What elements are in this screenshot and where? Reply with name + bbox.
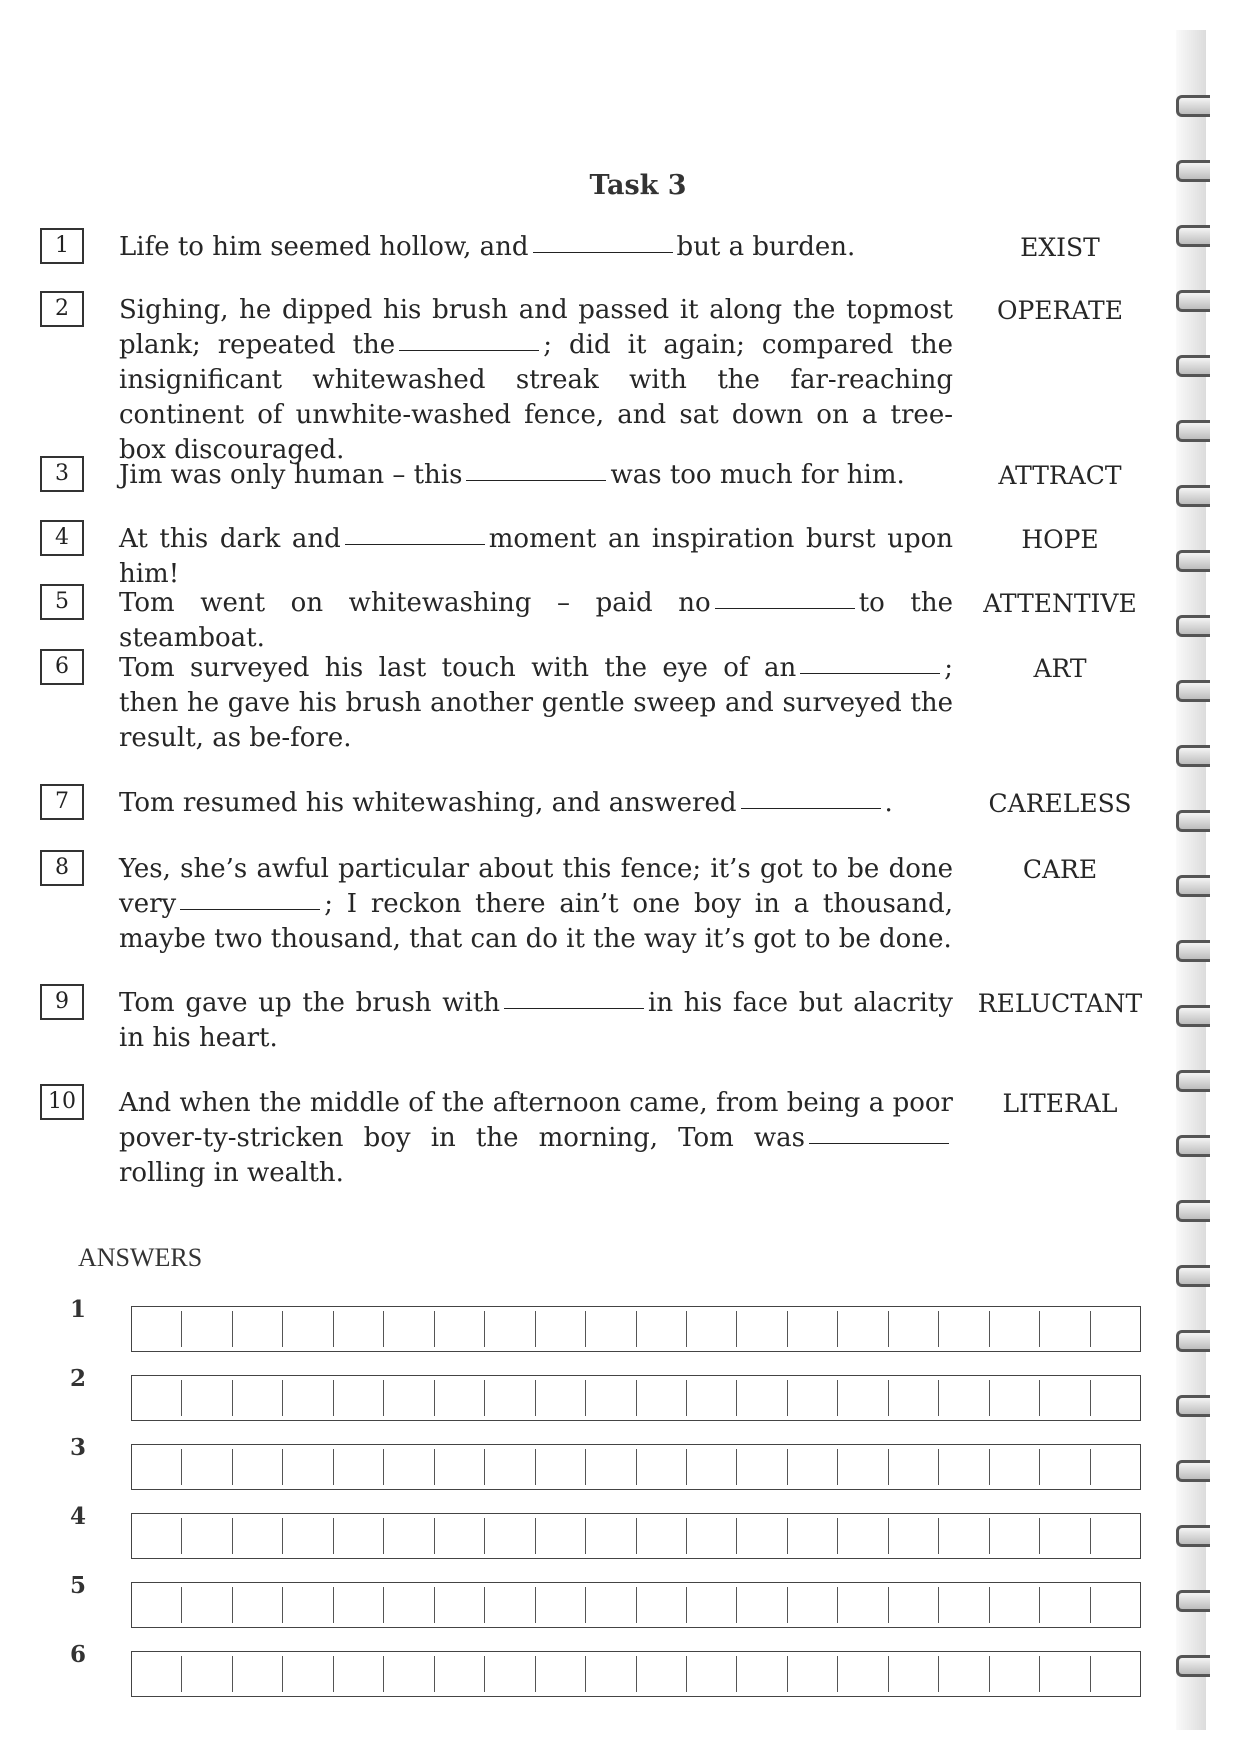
answer-cell[interactable]: [838, 1449, 888, 1485]
answer-blank[interactable]: [741, 808, 881, 809]
answer-row-number: 3: [70, 1434, 87, 1461]
answer-cell[interactable]: [838, 1518, 888, 1554]
binding-ring-icon: [1176, 745, 1210, 767]
answer-cell[interactable]: [687, 1380, 737, 1416]
sentence-text: Tom surveyed his last touch with the eye of an: [119, 653, 797, 683]
answer-cell[interactable]: [283, 1449, 333, 1485]
answer-grid[interactable]: [131, 1444, 1141, 1490]
answer-cell[interactable]: [384, 1311, 434, 1347]
answer-cell[interactable]: [939, 1449, 989, 1485]
binding-ring-icon: [1176, 1070, 1210, 1092]
spiral-binding: [1176, 95, 1216, 1715]
item-sentence: [119, 986, 953, 1056]
answer-cell[interactable]: [637, 1587, 687, 1623]
answer-cell[interactable]: [384, 1656, 434, 1692]
item-sentence: [119, 852, 953, 957]
sentence-text: rolling in wealth.: [119, 1158, 344, 1188]
answer-cell[interactable]: [384, 1380, 434, 1416]
answer-cell[interactable]: [182, 1380, 232, 1416]
sentence-text: Jim was only human – this: [119, 460, 463, 490]
answer-cell[interactable]: [435, 1656, 485, 1692]
binding-ring-icon: [1176, 875, 1210, 897]
answer-cell[interactable]: [132, 1587, 182, 1623]
answer-cell[interactable]: [132, 1311, 182, 1347]
binding-ring-icon: [1176, 225, 1210, 247]
answer-cell[interactable]: [435, 1449, 485, 1485]
answer-cell[interactable]: [182, 1656, 232, 1692]
answer-cell[interactable]: [586, 1380, 636, 1416]
sentence-text: And when the middle of the afternoon came, from being a poor pover-ty-stricken boy in the morning, Tom was: [119, 1088, 953, 1153]
stem-word: CARE: [1022, 855, 1098, 884]
answer-blank[interactable]: [715, 608, 855, 609]
answer-cell[interactable]: [889, 1587, 939, 1623]
answer-cell[interactable]: [132, 1518, 182, 1554]
stem-word: ART: [1033, 654, 1087, 683]
item-number: 6: [40, 649, 84, 685]
item-number: 4: [40, 520, 84, 556]
item-number: 3: [40, 456, 84, 492]
answer-cell[interactable]: [990, 1587, 1040, 1623]
answer-cell[interactable]: [586, 1518, 636, 1554]
item-number: 1: [40, 228, 84, 264]
answer-cell[interactable]: [435, 1587, 485, 1623]
answer-cell[interactable]: [889, 1518, 939, 1554]
answer-cell[interactable]: [687, 1449, 737, 1485]
answer-cell[interactable]: [1040, 1380, 1090, 1416]
answer-cell[interactable]: [889, 1449, 939, 1485]
answer-cell[interactable]: [687, 1311, 737, 1347]
answer-cell[interactable]: [939, 1656, 989, 1692]
answer-cell[interactable]: [182, 1587, 232, 1623]
sentence-text: ; did it again; compared the insignificant whitewashed streak with the far-reaching continent of unwhite-washed fence, and sat down on a tree-box discouraged.: [119, 330, 954, 465]
sentence-text: moment an inspiration burst upon him!: [119, 524, 953, 589]
answer-cell[interactable]: [586, 1311, 636, 1347]
answer-cell[interactable]: [586, 1656, 636, 1692]
answers-heading: ANSWERS: [78, 1243, 203, 1272]
answer-cell[interactable]: [283, 1587, 333, 1623]
binding-ring-icon: [1176, 810, 1210, 832]
answer-cell[interactable]: [536, 1656, 586, 1692]
answer-blank[interactable]: [180, 909, 320, 910]
answer-grid[interactable]: [131, 1306, 1141, 1352]
item-sentence: [119, 458, 953, 493]
answer-blank[interactable]: [399, 350, 539, 351]
binding-ring-icon: [1176, 1525, 1210, 1547]
answer-cell[interactable]: [536, 1587, 586, 1623]
answer-cell[interactable]: [637, 1656, 687, 1692]
answer-cell[interactable]: [737, 1518, 787, 1554]
answer-cell[interactable]: [384, 1518, 434, 1554]
stem-word: ATTENTIVE: [983, 589, 1137, 618]
stem-word: RELUCTANT: [977, 989, 1143, 1018]
answer-cell[interactable]: [485, 1380, 535, 1416]
sentence-text: At this dark and: [119, 524, 341, 554]
answer-cell[interactable]: [687, 1518, 737, 1554]
item-number: 9: [40, 984, 84, 1020]
answer-cell[interactable]: [182, 1449, 232, 1485]
answer-cell[interactable]: [1040, 1656, 1090, 1692]
answer-blank[interactable]: [466, 480, 606, 481]
answer-cell[interactable]: [384, 1449, 434, 1485]
sentence-text: was too much for him.: [610, 460, 905, 490]
answer-row-number: 2: [70, 1365, 87, 1392]
answer-cell[interactable]: [788, 1587, 838, 1623]
answer-cell[interactable]: [990, 1656, 1040, 1692]
answer-cell[interactable]: [990, 1449, 1040, 1485]
answer-cell[interactable]: [1091, 1656, 1140, 1692]
binding-ring-icon: [1176, 1330, 1210, 1352]
sentence-text: Life to him seemed hollow, and: [119, 232, 529, 262]
answer-cell[interactable]: [637, 1518, 687, 1554]
sentence-text: ; then he gave his brush another gentle sweep and surveyed the result, as be-fore.: [119, 653, 953, 753]
answer-cell[interactable]: [990, 1518, 1040, 1554]
answer-grid[interactable]: [131, 1375, 1141, 1421]
answer-cell[interactable]: [233, 1587, 283, 1623]
answer-cell[interactable]: [788, 1380, 838, 1416]
answer-cell[interactable]: [737, 1656, 787, 1692]
stem-word: EXIST: [1020, 233, 1100, 262]
answer-cell[interactable]: [233, 1380, 283, 1416]
answer-cell[interactable]: [838, 1311, 888, 1347]
item-sentence: [119, 230, 953, 265]
answer-cell[interactable]: [334, 1518, 384, 1554]
answer-cell[interactable]: [737, 1311, 787, 1347]
answer-cell[interactable]: [687, 1656, 737, 1692]
item-number: 10: [40, 1084, 84, 1120]
answer-cell[interactable]: [1040, 1311, 1090, 1347]
answer-cell[interactable]: [586, 1587, 636, 1623]
answer-cell[interactable]: [788, 1518, 838, 1554]
binding-ring-icon: [1176, 1200, 1210, 1222]
item-sentence: [119, 522, 953, 592]
answer-cell[interactable]: [536, 1311, 586, 1347]
answer-cell[interactable]: [334, 1656, 384, 1692]
answer-cell[interactable]: [1091, 1587, 1140, 1623]
binding-ring-icon: [1176, 1460, 1210, 1482]
answer-cell[interactable]: [838, 1656, 888, 1692]
answer-cell[interactable]: [1040, 1449, 1090, 1485]
answer-cell[interactable]: [233, 1449, 283, 1485]
answer-cell[interactable]: [485, 1587, 535, 1623]
item-number: 8: [40, 850, 84, 886]
item-number: 5: [40, 584, 84, 620]
answer-cell[interactable]: [283, 1656, 333, 1692]
answer-cell[interactable]: [788, 1656, 838, 1692]
answer-cell[interactable]: [637, 1311, 687, 1347]
item-sentence: [119, 651, 953, 756]
answer-row-number: 5: [70, 1572, 87, 1599]
binding-ring-icon: [1176, 290, 1210, 312]
answer-cell[interactable]: [737, 1449, 787, 1485]
stem-word: HOPE: [1021, 525, 1099, 554]
binding-ring-icon: [1176, 550, 1210, 572]
answer-cell[interactable]: [838, 1587, 888, 1623]
answer-row: [60, 1434, 1140, 1486]
answer-cell[interactable]: [990, 1311, 1040, 1347]
answer-cell[interactable]: [637, 1449, 687, 1485]
answer-cell[interactable]: [586, 1449, 636, 1485]
answer-cell[interactable]: [485, 1449, 535, 1485]
sentence-text: to the steamboat.: [119, 588, 953, 653]
binding-ring-icon: [1176, 355, 1210, 377]
answer-cell[interactable]: [283, 1518, 333, 1554]
sentence-text: Sighing, he dipped his brush and passed it along the topmost plank; repeated the: [119, 295, 953, 360]
answer-row-number: 1: [70, 1296, 87, 1323]
answer-blank[interactable]: [800, 673, 940, 674]
answer-cell[interactable]: [485, 1656, 535, 1692]
sentence-text: in his face but alacrity in his heart.: [119, 988, 953, 1053]
answer-cell[interactable]: [737, 1587, 787, 1623]
answer-cell[interactable]: [233, 1518, 283, 1554]
sentence-text: .: [884, 788, 893, 818]
binding-ring-icon: [1176, 95, 1210, 117]
binding-ring-icon: [1176, 1655, 1210, 1677]
sentence-text: Tom went on whitewashing – paid no: [119, 588, 711, 618]
answer-cell[interactable]: [1091, 1518, 1140, 1554]
answer-cell[interactable]: [687, 1587, 737, 1623]
answer-cell[interactable]: [939, 1587, 989, 1623]
binding-ring-icon: [1176, 1395, 1210, 1417]
answer-cell[interactable]: [233, 1656, 283, 1692]
answer-row: [60, 1572, 1140, 1624]
answer-row: [60, 1503, 1140, 1555]
answer-cell[interactable]: [485, 1518, 535, 1554]
stem-word: OPERATE: [996, 296, 1123, 325]
answer-cell[interactable]: [283, 1380, 333, 1416]
item-number: 7: [40, 784, 84, 820]
sentence-text: Tom gave up the brush with: [119, 988, 501, 1018]
answer-cell[interactable]: [939, 1311, 989, 1347]
answer-grid[interactable]: [131, 1582, 1141, 1628]
stem-word: LITERAL: [1002, 1089, 1118, 1118]
sentence-text: Yes, she’s awful particular about this fence; it’s got to be done very: [119, 854, 953, 919]
answer-cell[interactable]: [536, 1518, 586, 1554]
answer-row-number: 6: [70, 1641, 87, 1668]
binding-ring-icon: [1176, 940, 1210, 962]
answer-cell[interactable]: [637, 1380, 687, 1416]
answer-row: [60, 1365, 1140, 1417]
answer-cell[interactable]: [737, 1380, 787, 1416]
answer-cell[interactable]: [283, 1311, 333, 1347]
answer-cell[interactable]: [1091, 1311, 1140, 1347]
sentence-text: but a burden.: [676, 232, 856, 262]
answer-blank[interactable]: [345, 544, 485, 545]
task-title: Task 3: [589, 170, 687, 201]
stem-word: CARELESS: [988, 789, 1132, 818]
binding-ring-icon: [1176, 420, 1210, 442]
stem-word: ATTRACT: [998, 461, 1122, 490]
answer-cell[interactable]: [788, 1449, 838, 1485]
answer-blank[interactable]: [809, 1143, 949, 1144]
binding-ring-icon: [1176, 485, 1210, 507]
answer-cell[interactable]: [334, 1311, 384, 1347]
answer-cell[interactable]: [334, 1587, 384, 1623]
answer-grid[interactable]: [131, 1513, 1141, 1559]
answer-cell[interactable]: [1091, 1449, 1140, 1485]
answer-cell[interactable]: [788, 1311, 838, 1347]
answer-cell[interactable]: [1040, 1587, 1090, 1623]
sentence-text: Tom resumed his whitewashing, and answered: [119, 788, 737, 818]
answer-cell[interactable]: [889, 1656, 939, 1692]
answer-row: [60, 1641, 1140, 1693]
answer-cell[interactable]: [485, 1311, 535, 1347]
answer-cell[interactable]: [132, 1380, 182, 1416]
answer-cell[interactable]: [435, 1311, 485, 1347]
binding-ring-icon: [1176, 680, 1210, 702]
answer-cell[interactable]: [838, 1380, 888, 1416]
binding-ring-icon: [1176, 615, 1210, 637]
item-number: 2: [40, 291, 84, 327]
answer-grid[interactable]: [131, 1651, 1141, 1697]
answer-row: [60, 1296, 1140, 1348]
answer-cell[interactable]: [182, 1518, 232, 1554]
binding-ring-icon: [1176, 1590, 1210, 1612]
answer-cell[interactable]: [334, 1380, 384, 1416]
answer-cell[interactable]: [889, 1311, 939, 1347]
answer-cell[interactable]: [132, 1449, 182, 1485]
answer-cell[interactable]: [1040, 1518, 1090, 1554]
answer-blank[interactable]: [533, 252, 673, 253]
binding-ring-icon: [1176, 1135, 1210, 1157]
answer-cell[interactable]: [435, 1518, 485, 1554]
answer-cell[interactable]: [334, 1449, 384, 1485]
answer-cell[interactable]: [233, 1311, 283, 1347]
item-sentence: [119, 1086, 953, 1191]
answer-blank[interactable]: [504, 1008, 644, 1009]
binding-ring-icon: [1176, 1265, 1210, 1287]
answer-cell[interactable]: [939, 1380, 989, 1416]
answer-cell[interactable]: [1091, 1380, 1140, 1416]
answer-cell[interactable]: [536, 1449, 586, 1485]
item-sentence: [119, 586, 953, 656]
answer-cell[interactable]: [384, 1587, 434, 1623]
item-sentence: [119, 786, 953, 821]
answer-row-number: 4: [70, 1503, 87, 1530]
binding-ring-icon: [1176, 1005, 1210, 1027]
answer-cell[interactable]: [182, 1311, 232, 1347]
item-sentence: [119, 293, 953, 468]
answer-cell[interactable]: [435, 1380, 485, 1416]
answer-cell[interactable]: [536, 1380, 586, 1416]
answer-cell[interactable]: [132, 1656, 182, 1692]
answer-cell[interactable]: [889, 1380, 939, 1416]
sentence-text: ; I reckon there ain’t one boy in a thousand, maybe two thousand, that can do it the way it’s got to be done.: [119, 889, 953, 954]
answer-cell[interactable]: [990, 1380, 1040, 1416]
answer-cell[interactable]: [939, 1518, 989, 1554]
